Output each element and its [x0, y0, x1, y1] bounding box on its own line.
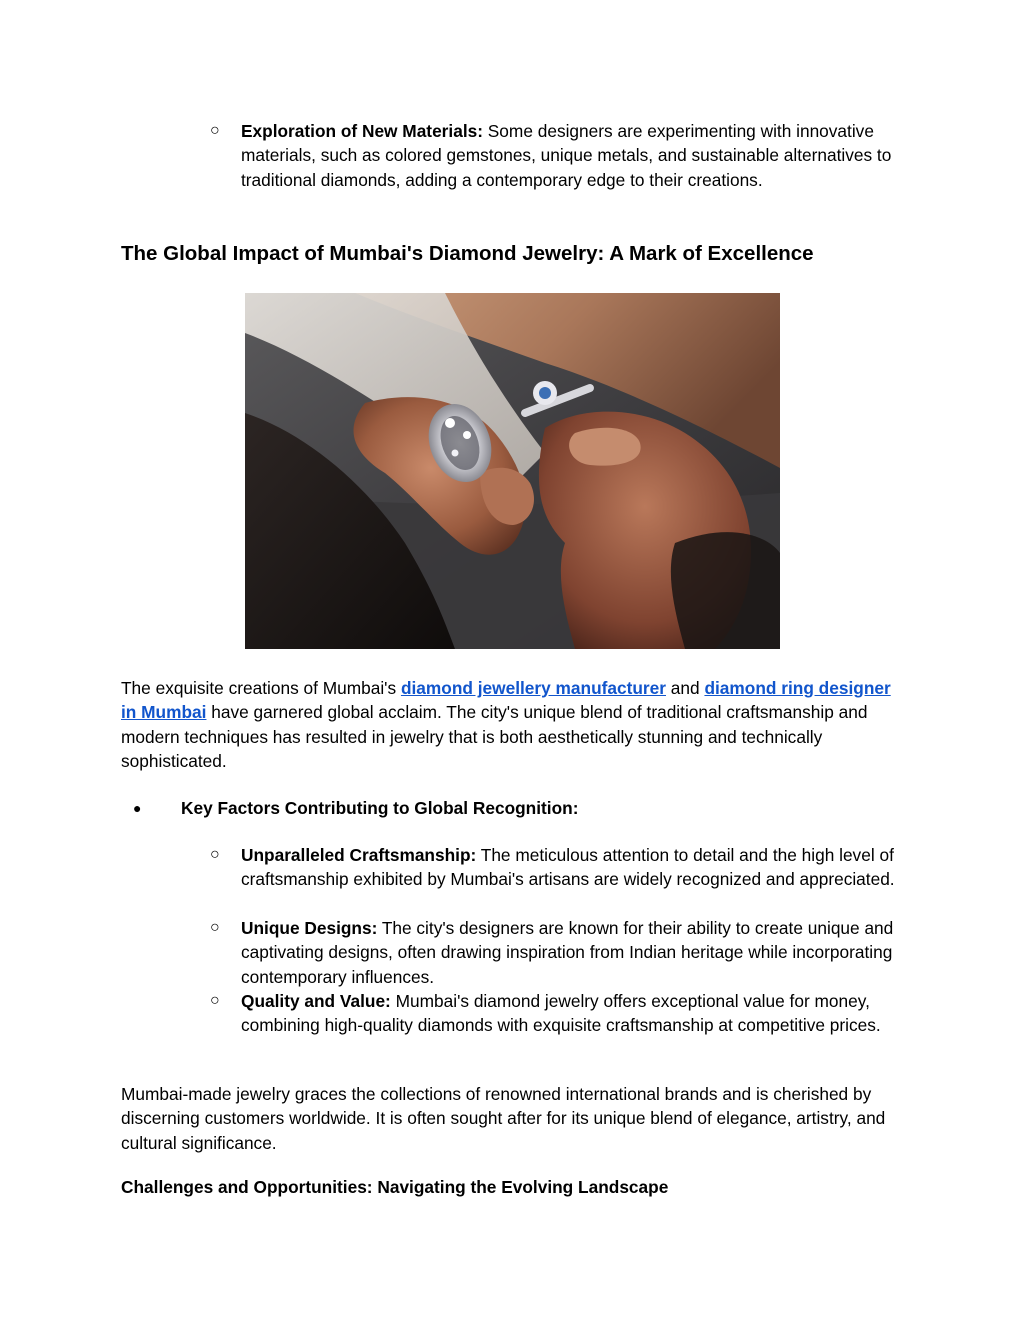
list-item-text: The meticulous attention to detail and the high level of craftsmanship exhibited by Mumbai's artisans are widely recognized and appreciated. — [241, 845, 895, 890]
key-factors-heading: Key Factors Contributing to Global Recognition: — [181, 798, 579, 818]
list-item-text: The city's designers are known for their ability to create unique and captivating designs, often drawing inspiration from Indian heritage while incorporating contemporary influences. — [241, 918, 894, 987]
list-item-term: Quality and Value: — [241, 991, 391, 1011]
hollow-bullet-icon: ○ — [210, 919, 220, 936]
link-diamond-ring-designer[interactable]: diamond ring designer in Mumbai — [121, 678, 891, 723]
jeweler-hands-ring-photo-icon — [245, 293, 780, 649]
list-item-term: Unique Designs: — [241, 918, 378, 938]
hollow-bullet-icon: ○ — [210, 122, 220, 139]
closing-paragraph: Mumbai-made jewelry graces the collections of renowned international brands and is cherished by discerning customers worldwide. It is often sought after for its unique blend of elegance, artistry, and cultural significance. — [121, 1084, 886, 1153]
intro-text-post: have garnered global acclaim. The city's unique blend of traditional craftsmanship and modern techniques has resulted in jewelry that is both aesthetically stunning and technically sophisticated. — [121, 702, 868, 772]
list-item-craftsmanship — [210, 843, 906, 892]
list-item-text: Some designers are experimenting with innovative materials, such as colored gemstones, unique metals, and sustainable alternatives to traditional diamonds, adding a contemporary edge to their creations. — [241, 121, 892, 190]
intro-text-pre: The exquisite creations of Mumbai's — [121, 678, 401, 698]
list-item-unique-designs — [210, 916, 906, 989]
link-diamond-jewellery-manufacturer[interactable]: diamond jewellery manufacturer — [400, 678, 666, 698]
filled-bullet-icon: ● — [133, 800, 142, 816]
hollow-bullet-icon: ○ — [210, 846, 220, 863]
hollow-bullet-icon: ○ — [210, 992, 220, 1009]
section-heading-global-impact: The Global Impact of Mumbai's Diamond Jewelry: A Mark of Excellence — [121, 242, 814, 265]
intro-text-mid: and — [666, 678, 705, 698]
section-heading-challenges: Challenges and Opportunities: Navigating the Evolving Landscape — [121, 1177, 669, 1197]
list-item-text: Mumbai's diamond jewelry offers exceptional value for money, combining high-quality diamonds with exquisite craftsmanship at competitive prices. — [241, 991, 881, 1036]
list-item-term: Unparalleled Craftsmanship: — [241, 845, 477, 865]
intro-paragraph — [121, 676, 906, 774]
jeweler-ring-image — [245, 293, 780, 649]
list-item-term: Exploration of New Materials: — [241, 121, 483, 141]
list-item-quality-value — [210, 989, 906, 1038]
list-item-exploration — [210, 119, 906, 192]
